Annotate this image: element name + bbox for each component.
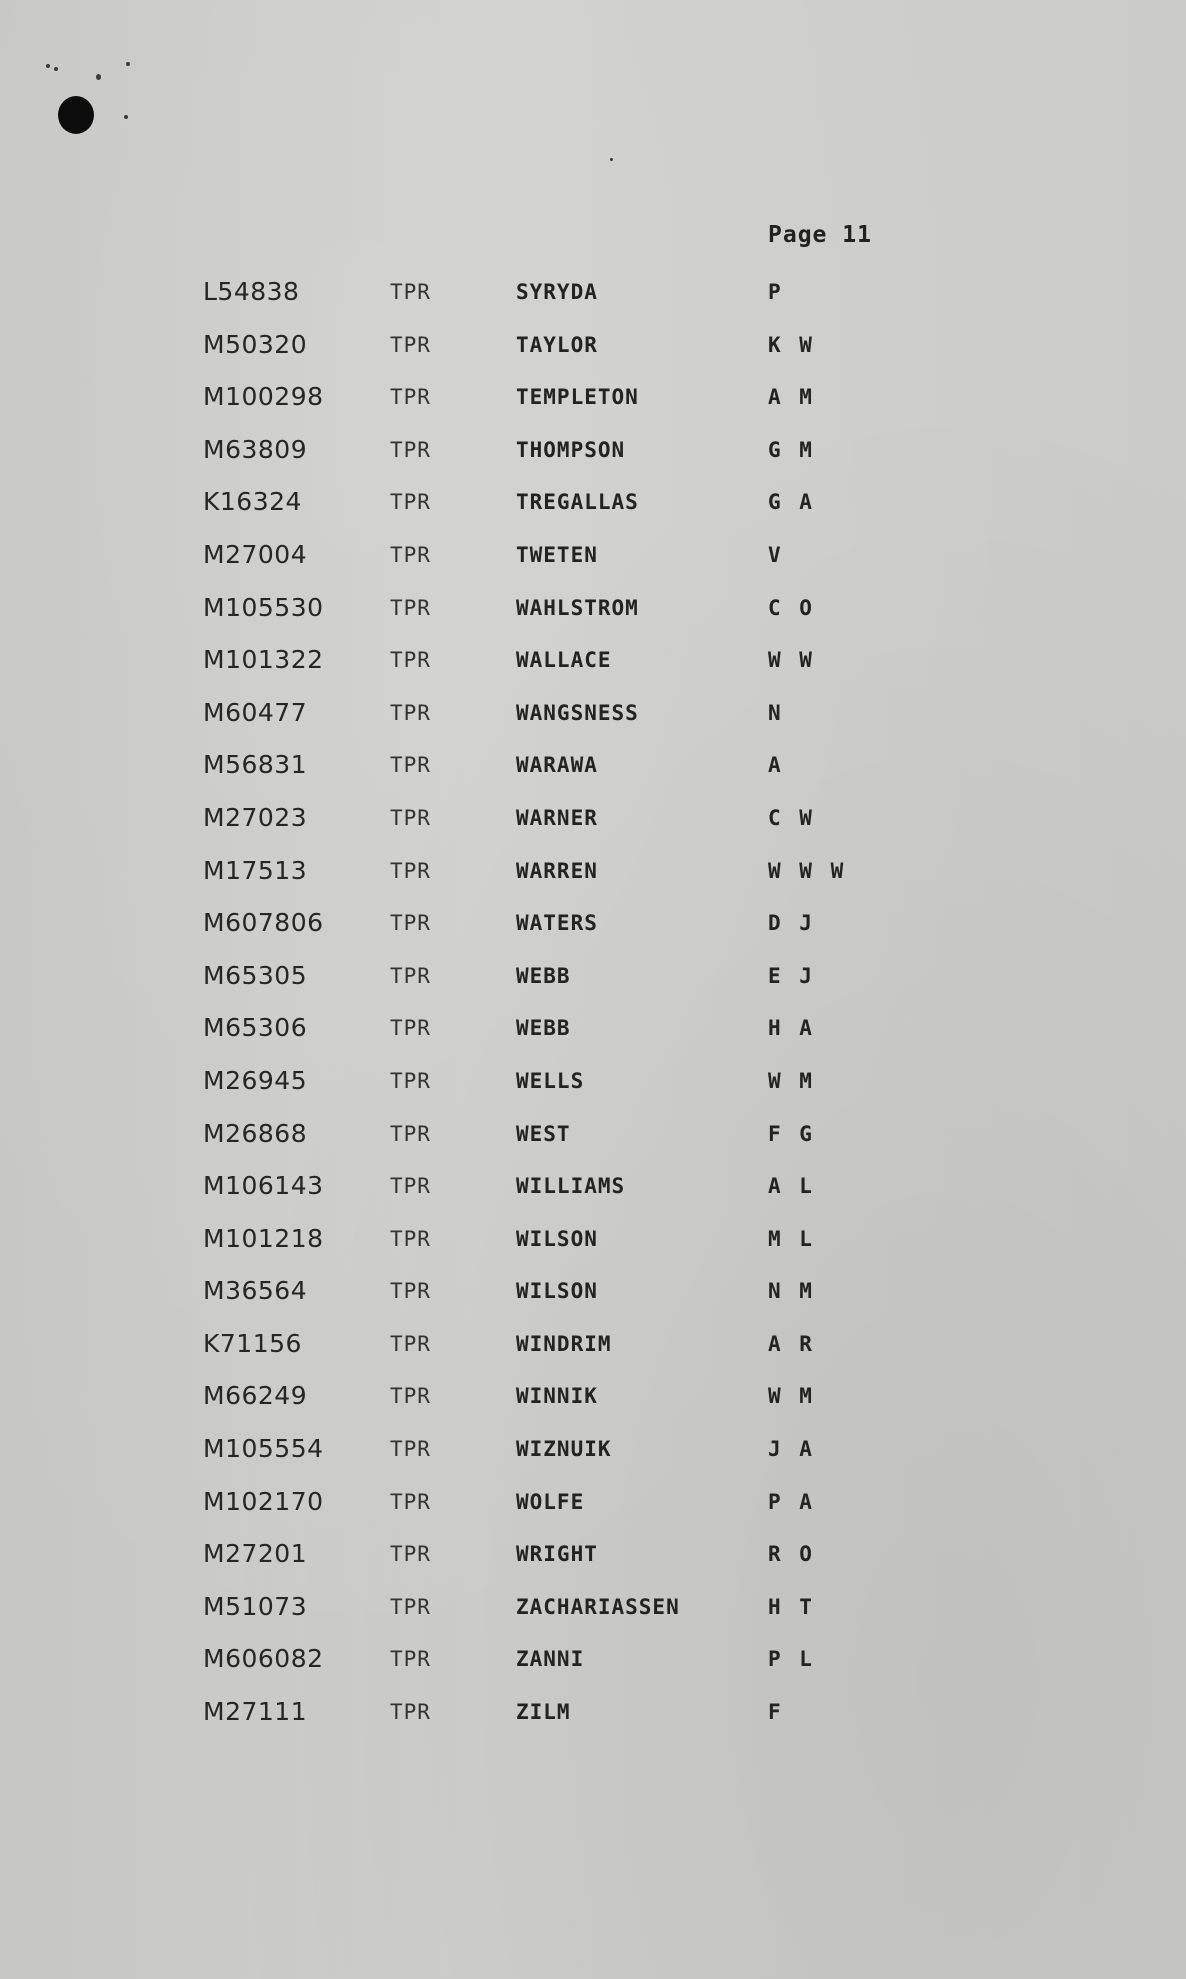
roster-row [0,1269,1186,1322]
surname: ZACHARIASSEN [516,1594,680,1619]
rank: TPR [390,1647,431,1672]
initials: H T [768,1594,812,1619]
surname: TREGALLAS [516,490,639,515]
rank: TPR [390,1542,431,1567]
ink-speck [124,115,128,119]
service-number: M100298 [203,382,324,412]
initials: G A [768,490,812,515]
initials: P L [768,1647,812,1672]
initials: G M [768,437,812,462]
surname: WILSON [516,1279,598,1304]
service-number: M606082 [203,1644,324,1674]
roster-row [0,1059,1186,1112]
roster-row [0,270,1186,323]
initials: P A [768,1489,812,1514]
rank: TPR [390,1174,431,1199]
service-number: M60477 [203,697,308,727]
service-number: L54838 [203,277,300,306]
service-number: M17513 [203,855,308,885]
ink-speck [46,64,50,68]
service-number: M607806 [203,908,324,938]
surname: WEBB [516,1016,571,1041]
roster-row [0,901,1186,954]
rank: TPR [390,700,431,725]
rank: TPR [390,1384,431,1409]
surname: WARAWA [516,753,598,778]
rank: TPR [390,542,431,567]
initials: C O [768,595,812,620]
rank: TPR [390,753,431,778]
surname: TWETEN [516,542,598,567]
rank: TPR [390,648,431,673]
initials: E J [768,963,812,988]
roster-row [0,1374,1186,1427]
roster-row [0,428,1186,481]
rank: TPR [390,437,431,462]
initials: N [768,700,781,725]
initials: W M [768,1068,812,1093]
rank: TPR [390,1279,431,1304]
roster-row [0,1322,1186,1375]
rank: TPR [390,385,431,410]
roster-row [0,1006,1186,1059]
service-number: M56831 [203,750,308,780]
service-number: M51073 [203,1591,308,1621]
roster-row [0,586,1186,639]
initials: H A [768,1016,812,1041]
rank: TPR [390,1016,431,1041]
rank: TPR [390,1068,431,1093]
service-number: M66249 [203,1381,308,1411]
rank: TPR [390,963,431,988]
initials: K W [768,332,812,357]
initials: R O [768,1542,812,1567]
page-number: Page 11 [768,222,872,248]
roster-row [0,1112,1186,1165]
rank: TPR [390,595,431,620]
initials: A L [768,1174,812,1199]
service-number: M102170 [203,1486,324,1516]
initials: A M [768,385,812,410]
surname: WANGSNESS [516,700,639,725]
initials: M L [768,1226,812,1251]
rank: TPR [390,280,431,304]
service-number: M27201 [203,1539,308,1569]
roster-row [0,375,1186,428]
ink-speck [96,74,101,80]
initials: W W [768,648,812,673]
surname: WILSON [516,1226,598,1251]
service-number: M50320 [203,329,308,359]
roster-row [0,1637,1186,1690]
initials: P [768,280,781,304]
initials: A R [768,1331,812,1356]
surname: WEBB [516,963,571,988]
surname: WRIGHT [516,1542,598,1567]
surname: WAHLSTROM [516,595,639,620]
surname: WILLIAMS [516,1174,626,1199]
surname: WINDRIM [516,1331,612,1356]
rank: TPR [390,1226,431,1251]
surname: WARREN [516,858,598,883]
service-number: M101218 [203,1223,324,1253]
roster-row [0,1480,1186,1533]
surname: WELLS [516,1068,585,1093]
initials: F [768,1700,781,1725]
rank: TPR [390,1331,431,1356]
roster-row [0,954,1186,1007]
roster-row [0,1690,1186,1743]
service-number: M26868 [203,1118,308,1148]
initials: V [768,542,781,567]
roster-row [0,638,1186,691]
service-number: M27004 [203,539,308,569]
surname: WATERS [516,911,598,936]
service-number: M101322 [203,645,324,675]
initials: C W [768,805,812,830]
rank: TPR [390,1489,431,1514]
roster-row [0,1532,1186,1585]
roster-row [0,743,1186,796]
service-number: M26945 [203,1065,308,1095]
surname: WINNIK [516,1384,598,1409]
roster-row [0,1427,1186,1480]
service-number: M65305 [203,960,308,990]
ink-speck [126,62,130,66]
service-number: K16324 [203,487,302,517]
service-number: M63809 [203,434,308,464]
service-number: M105554 [203,1434,324,1464]
punch-hole [58,96,94,134]
roster-row [0,1585,1186,1638]
rank: TPR [390,805,431,830]
rank: TPR [390,1700,431,1725]
surname: WARNER [516,805,598,830]
rank: TPR [390,332,431,357]
service-number: M27023 [203,802,308,832]
service-number: M65306 [203,1013,308,1043]
initials: W W W [768,858,844,883]
rank: TPR [390,490,431,515]
surname: WOLFE [516,1489,585,1514]
rank: TPR [390,911,431,936]
service-number: M105530 [203,592,324,622]
roster-row [0,1164,1186,1217]
surname: WALLACE [516,648,612,673]
initials: J A [768,1437,812,1462]
roster-row [0,323,1186,376]
initials: W M [768,1384,812,1409]
service-number: K71156 [203,1328,302,1358]
initials: N M [768,1279,812,1304]
roster-row [0,849,1186,902]
surname: WIZNUIK [516,1437,612,1462]
initials: D J [768,911,812,936]
surname: THOMPSON [516,437,626,462]
surname: SYRYDA [516,280,598,304]
roster-row [0,480,1186,533]
surname: TEMPLETON [516,385,639,410]
roster-row [0,691,1186,744]
ink-speck [54,67,58,71]
rank: TPR [390,1594,431,1619]
rank: TPR [390,1121,431,1146]
rank: TPR [390,858,431,883]
roster-row [0,1217,1186,1270]
initials: A [768,753,781,778]
rank: TPR [390,1437,431,1462]
roster-row [0,533,1186,586]
service-number: M36564 [203,1276,308,1306]
ink-speck [610,158,613,161]
surname: ZILM [516,1700,571,1725]
service-number: M106143 [203,1171,324,1201]
surname: ZANNI [516,1647,585,1672]
personnel-roster [0,270,1186,1743]
service-number: M27111 [203,1697,308,1727]
surname: TAYLOR [516,332,598,357]
surname: WEST [516,1121,571,1146]
roster-row [0,796,1186,849]
initials: F G [768,1121,812,1146]
